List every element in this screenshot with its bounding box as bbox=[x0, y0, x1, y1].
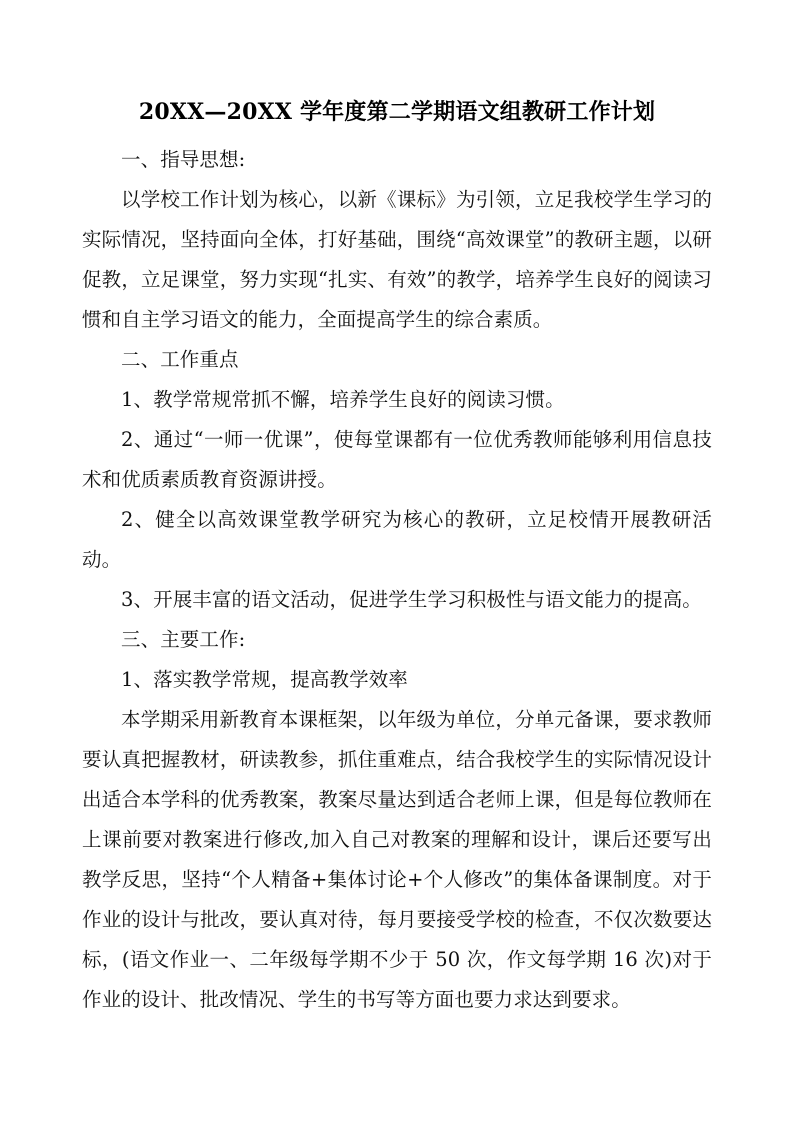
page-title: 20XX—20XX 学年度第二学期语文组教研工作计划 bbox=[138, 99, 656, 125]
section-heading-guiding-ideology: 一、指导思想: bbox=[121, 148, 246, 171]
list-item-main-work-1: 1、落实教学常规，提高教学效率 bbox=[121, 668, 408, 691]
paragraph-guiding-ideology: 以学校工作计划为核心，以新《课标》为引领，立足我校学生学习的实际情况，坚持面向全体，打好基础，围绕“高效课堂”的教研主题，以研促教，立足课堂，努力实现“扎实、有效”的教学，培养学生良好的阅读习惯和自主学习语文的能力，全面提高学生的综合素质。 bbox=[82, 188, 712, 331]
list-item-focus-4: 3、开展丰富的语文活动，促进学生学习积极性与语文能力的提高。 bbox=[121, 588, 702, 611]
paragraph-main-work-1-detail: 本学期采用新教育本课框架，以年级为单位，分单元备课，要求教师要认真把握教材，研读教参，抓住重难点，结合我校学生的实际情况设计出适合本学科的优秀教案，教案尽量达到适合老师上课，但是每位教师在上课前要对教案进行修改,加入自己对教案的理解和设计，课后还要写出教学反思，坚持“个人精备+集体讨论+个人修改”的集体备课制度。对于作业的设计与批改，要认真对待，每月要接受学校的检查，不仅次数要达标，(语文作业一、二年级每学期不少于 50 次，作文每学期 16 次)对于作业的设计、批改情况、学生的书写等方面也要力求达到要求。 bbox=[82, 708, 712, 1011]
list-item-focus-1: 1、教学常规常抓不懈，培养学生良好的阅读习惯。 bbox=[121, 388, 565, 411]
section-heading-main-work: 三、主要工作: bbox=[121, 628, 246, 651]
document-body bbox=[82, 92, 712, 1020]
section-heading-work-focus: 二、工作重点 bbox=[121, 348, 239, 371]
list-item-focus-2: 2、通过“一师一优课”，使每堂课都有一位优秀教师能够利用信息技术和优质素质教育资源讲授。 bbox=[82, 428, 712, 491]
list-item-focus-3: 2、健全以高效课堂教学研究为核心的教研，立足校情开展教研活动。 bbox=[82, 508, 712, 571]
